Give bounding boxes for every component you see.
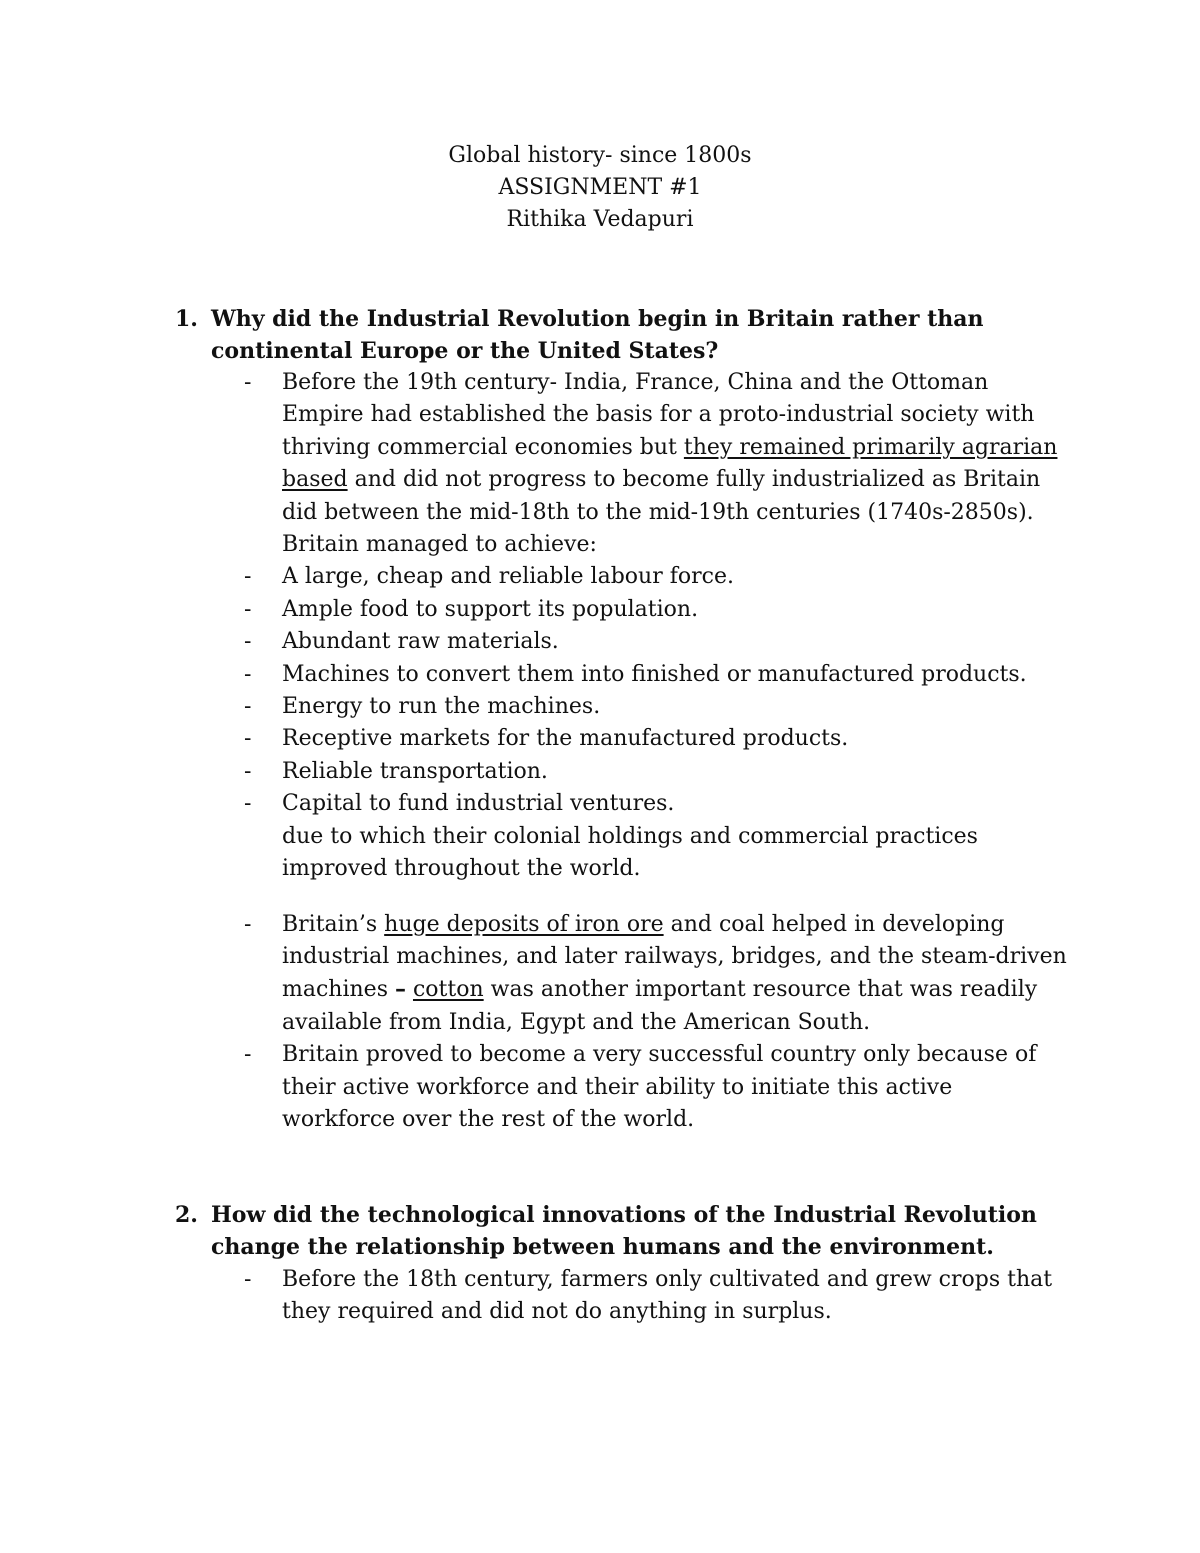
- list-item: [240, 594, 1070, 626]
- underlined-text: they remained primarily agrarian based: [282, 434, 1058, 493]
- list-item-text: Energy to run the machines.: [282, 694, 601, 720]
- bullet-dash: -: [244, 694, 252, 720]
- question-1-answer-list: [240, 367, 1070, 1136]
- question-2: [175, 1199, 1065, 1263]
- question-1-number: 1.: [175, 306, 198, 332]
- bullet-dash: -: [244, 1042, 252, 1068]
- question-2-text: How did the technological innovations of the Industrial Revolution change the relationship between humans and the environment.: [211, 1202, 1037, 1260]
- bullet-dash: -: [244, 370, 252, 395]
- bullet-dash: -: [244, 596, 252, 622]
- list-item: [240, 561, 1070, 593]
- list-item: [240, 691, 1070, 723]
- question-2-number: 2.: [175, 1202, 198, 1228]
- list-item: [240, 659, 1070, 691]
- list-item-text: Receptive markets for the manufactured products.: [282, 726, 849, 752]
- bullet-dash: -: [244, 791, 252, 817]
- list-item: [240, 909, 1070, 1040]
- bullet-dash: -: [244, 661, 252, 687]
- bullet-dash: -: [244, 726, 252, 752]
- list-item: [240, 626, 1070, 658]
- bullet-dash: -: [244, 564, 252, 590]
- underlined-text: cotton: [412, 977, 484, 1003]
- question-1: [175, 303, 1065, 367]
- question-1-text: Why did the Industrial Revolution begin in Britain rather than continental Europe or the United States?: [211, 306, 984, 364]
- answer-text: and did not progress to become fully industrialized as Britain did between the mid-18th to the mid-19th centuries (1740s-2850s). Britain managed to achieve:: [282, 467, 1041, 558]
- list-item-text: Machines to convert them into finished or manufactured products.: [282, 661, 1027, 687]
- list-item: [240, 723, 1070, 755]
- question-2-answer-list: [240, 1264, 1070, 1329]
- list-item-text: Capital to fund industrial ventures.: [282, 791, 675, 817]
- answer-text: and coal helped in developing industrial machines, and later railways, bridges, and the steam-driven machines: [282, 911, 1067, 1003]
- em-dash: –: [394, 976, 406, 1003]
- assignment-title: ASSIGNMENT #1: [498, 175, 702, 200]
- list-item: [240, 1039, 1070, 1136]
- bullet-dash: -: [244, 1267, 252, 1292]
- list-continuation: [240, 821, 1070, 886]
- list-item: [240, 367, 1070, 561]
- list-item-text: Ample food to support its population.: [282, 596, 699, 622]
- answer-text: Before the 19th century- India, France, China and the Ottoman Empire had established the basis for a proto-industrial society with thriving commercial economies but: [282, 370, 1035, 460]
- bullet-dash: -: [244, 629, 252, 655]
- list-item: [240, 1264, 1070, 1329]
- list-item: [240, 788, 1070, 820]
- author-name: Rithika Vedapuri: [506, 207, 694, 232]
- bullet-dash: -: [244, 758, 252, 784]
- underlined-text: huge deposits of iron ore: [384, 911, 664, 937]
- list-item-text: Abundant raw materials.: [282, 629, 559, 655]
- list-item: [240, 756, 1070, 788]
- answer-text: Britain’s: [282, 911, 385, 937]
- answer-text: Before the 18th century, farmers only cultivated and grew crops that they required and did not do anything in surplus.: [282, 1267, 1053, 1325]
- bullet-dash: -: [244, 911, 252, 937]
- document-header: [0, 140, 1200, 236]
- list-item-text: Reliable transportation.: [282, 758, 548, 784]
- list-item-text: A large, cheap and reliable labour force.: [282, 564, 734, 590]
- list-tail-text: due to which their colonial holdings and commercial practices improved throughout the world.: [282, 823, 978, 882]
- answer-text: Britain proved to become a very successful country only because of their active workforce and their ability to initiate this active workforce over the rest of the world.: [282, 1042, 1037, 1132]
- course-title: Global history- since 1800s: [448, 143, 752, 168]
- answer-text: was another important resource that was readily available from India, Egypt and the American South.: [282, 977, 1038, 1035]
